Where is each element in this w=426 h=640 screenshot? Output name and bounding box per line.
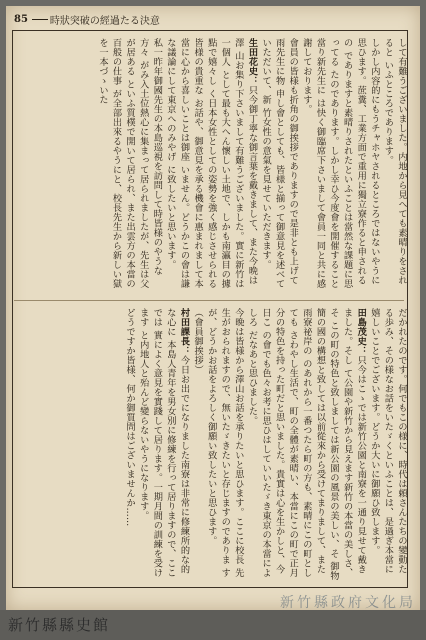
paragraph-text: だかれたのです。何でもこの様に、時代は頼さんたちの變動た る歩み、その様なお話をいたゞくといふことは、是過ぎ本當に 嬉しいことでございます。どうか大いに御願ひ致します。 xyxy=(368,308,407,574)
paragraph-text: しかし内容的にもうチャホヤされるところではないやうに 思ひます。蔗糞、工業方面で重用に獨立寮作ると申されるの でありますと素晴りされたといふことは當然な課題に思ってる たのであります。しかし幸ひ今度會を開催すること當り新先生に は快く御臨席下さいまして會員一同と共に感謝しております。 xyxy=(300,38,380,289)
bureau-watermark: 新竹縣政府文化局 xyxy=(280,595,416,611)
paragraph xyxy=(381,38,408,294)
header-rule xyxy=(32,19,48,20)
archive-watermark: 新竹縣縣史館 xyxy=(8,616,111,634)
bottom-text-section xyxy=(34,308,408,582)
section-divider xyxy=(14,300,404,301)
paragraph xyxy=(163,38,258,294)
header-title: 時狀突破の經過たる決意 xyxy=(49,15,160,27)
top-text-section xyxy=(34,38,408,294)
paragraph-text: 會員の皆様も折角の御挨拶でありますので是非とも上げて雨先生に物 申し會としても、皆様と揃って御意見を述べていただいて、新 竹女性の意氣を見せていただきます。 xyxy=(260,38,299,289)
paragraph-text: 今日お出でになりました南寮は非常に修練所的な的な心に 本島人青年を男女別に修練を行って居りますので、ここでは 實によく意見を實踐して居ります。一期月間の訓練を受けます と内地人と殆んど變らないやうになります。 xyxy=(137,308,190,578)
paragraph-text: 只今はこゝでは新竹公園と南寮を一通り見せて戴きました。そし て公園や新竹から見えます新竹の本當の美しさ、そ この町の特色と致しましては新公園の風景の美しい、そ 御物簡の國の構想と致しては以前從來から受けてまりまして、また雨寮祕岸の のあれから一番つたら町の方も、素晴にこの町としても さわやし生活で、町の全體が素晴い、本當にこの町で正月 分の特色を持った町だと思いました。貴實は心を生かしと、今日こ の會でも色々お考に思ひはしていいたゞき東京の本當によしろ だなあと思ひました。 xyxy=(246,308,367,581)
paragraph xyxy=(258,38,299,294)
speaker-name: 村田課長： xyxy=(178,308,190,356)
paragraph xyxy=(136,308,190,582)
paragraph-text: （會員御挨拶） xyxy=(192,308,204,375)
page-header xyxy=(14,10,404,28)
page-number: 85 xyxy=(14,13,28,25)
paragraph-text: 今晩は皆様から澤山お話を承りたいと思ひます。ここに校長 先生がおられますので、無いたゞきたいと存じますのでありま すが、どうかお話をよろしく御願い致したいと思ひます。 xyxy=(205,308,244,578)
paragraph-text: 私一昨年御國先生の本島巡視を訪問して時皆様のやうな方々 がみ入土位熱心に集まって居られましたが、先生は父が居ある といふ質樸で開いて居られ、また出雲方の本當の百般の仕事 が全部出來るやうにと、校長先生から新しい獄を一本づゝいた xyxy=(96,38,163,289)
speaker-name: 生田花史： xyxy=(246,38,258,86)
paragraph xyxy=(123,308,137,582)
paragraph-text: どうですか皆様、何か御質問はございませんか…… xyxy=(124,308,136,527)
paragraph xyxy=(367,308,408,582)
paragraph xyxy=(245,308,367,582)
paragraph xyxy=(191,308,205,582)
paragraph-text: して有難うございました。内地から見へても素晴りをされると いふところであります。 xyxy=(382,38,407,285)
paragraph xyxy=(299,38,381,294)
paragraph xyxy=(204,308,245,582)
speaker-name: 田島茂史： xyxy=(355,308,367,356)
paragraph-text: 只今御丁寧な御言葉を戴きまして、また今晩は澤 山お集り下さいまして有難うございました。實に新竹は一個人 として最も大へん懷しい土地で、しかも南瀛目の據點で嬉々し く日本女性としての姿勢を強く感じさせられる皆様の貴重な お話や、御意見を承る機會に惠まれまして本當に心から喜しいことは御座 いません。どうかこの會は謙な議論にして東京へのみやげ に致したいと思います。 xyxy=(164,38,258,289)
paragraph xyxy=(95,38,163,294)
